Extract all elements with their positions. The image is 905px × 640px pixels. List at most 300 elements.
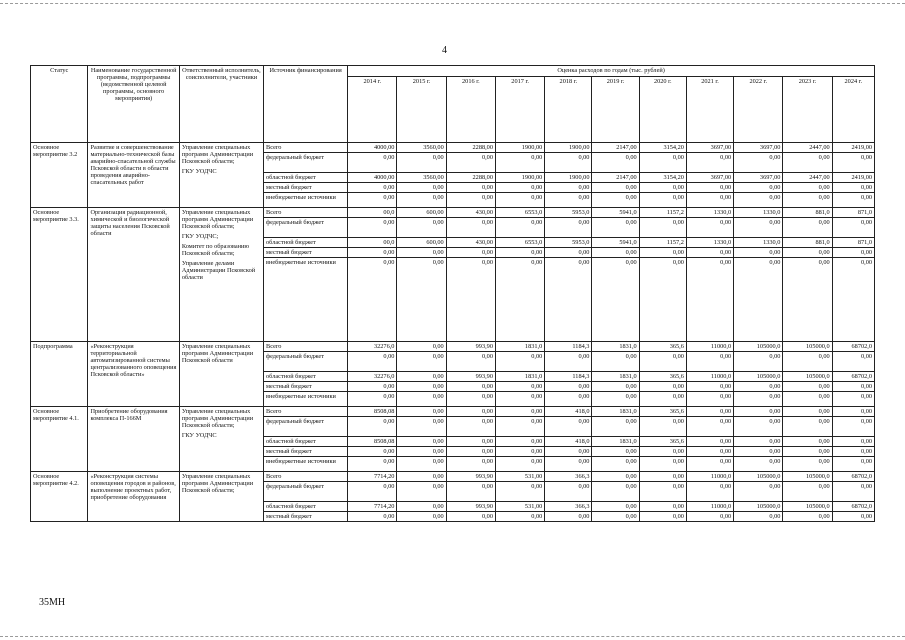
executor-entry: Комитет по образованию Псковской области; [181,242,250,257]
amount-cell: 3560,00 [397,173,446,183]
amount-cell: 993,90 [446,342,495,352]
amount-cell: 1184,3 [545,342,592,352]
funding-source: Всего [264,143,348,153]
funding-source: Всего [264,407,348,417]
amount-cell: 0,00 [639,258,686,342]
amount-cell: 0,00 [686,392,733,407]
amount-cell: 0,00 [446,512,495,522]
amount-cell: 0,00 [592,382,639,392]
amount-cell: 0,00 [832,183,874,193]
amount-cell: 0,00 [639,502,686,512]
amount-cell: 0,00 [832,512,874,522]
amount-cell: 1330,0 [734,208,783,218]
amount-cell: 0,00 [397,457,446,472]
amount-cell: 0,00 [686,417,733,437]
amount-cell: 0,00 [783,153,832,173]
executor-entry: Управление специальных программ Администрации Псковской области [181,342,254,364]
row-executors [179,208,263,342]
row-status: Основное мероприятие 4.2. [31,472,88,522]
amount-cell: 0,00 [397,392,446,407]
amount-cell: 0,00 [348,447,397,457]
amount-cell: 0,00 [734,447,783,457]
amount-cell: 0,00 [545,447,592,457]
amount-cell: 0,00 [446,407,495,417]
amount-cell: 1831,0 [592,437,639,447]
amount-cell: 2147,00 [592,173,639,183]
amount-cell: 7714,20 [348,502,397,512]
amount-cell: 0,00 [832,258,874,342]
amount-cell: 0,00 [592,258,639,342]
amount-cell: 0,00 [783,382,832,392]
amount-cell: 0,00 [639,392,686,407]
funding-source: областной бюджет [264,238,348,248]
funding-source: местный бюджет [264,382,348,392]
amount-cell: 430,00 [446,238,495,248]
row-executors [179,143,263,208]
amount-cell: 0,00 [832,407,874,417]
amount-cell: 871,0 [832,208,874,218]
amount-cell: 0,00 [397,512,446,522]
amount-cell: 00,0 [348,208,397,218]
amount-cell: 0,00 [832,437,874,447]
amount-cell: 4000,00 [348,173,397,183]
amount-cell: 0,00 [348,382,397,392]
amount-cell: 365,6 [639,342,686,352]
funding-source: внебюджетные источники [264,457,348,472]
amount-cell: 3154,20 [639,173,686,183]
amount-cell: 0,00 [783,183,832,193]
funding-source: федеральный бюджет [264,417,348,437]
header-year: 2024 г. [832,77,874,143]
amount-cell: 0,00 [686,258,733,342]
amount-cell: 0,00 [348,352,397,372]
amount-cell: 0,00 [397,407,446,417]
amount-cell: 0,00 [783,437,832,447]
header-executor: Ответственный исполнитель, соисполнители, участники [179,66,263,143]
amount-cell: 2288,00 [446,143,495,153]
amount-cell: 0,00 [397,183,446,193]
amount-cell: 0,00 [686,153,733,173]
amount-cell: 366,3 [545,472,592,482]
amount-cell: 0,00 [545,248,592,258]
table-row [31,208,875,218]
amount-cell: 0,00 [397,153,446,173]
table-header [31,66,875,143]
amount-cell: 0,00 [446,482,495,502]
amount-cell: 0,00 [734,352,783,372]
amount-cell: 0,00 [446,417,495,437]
header-year: 2017 г. [495,77,544,143]
amount-cell: 0,00 [446,457,495,472]
amount-cell: 0,00 [495,258,544,342]
amount-cell: 0,00 [397,417,446,437]
amount-cell: 0,00 [783,447,832,457]
header-name: Наименование государственной программы, подпрограммы (ведомственной целевой программы, основного мероприятия) [88,66,179,143]
amount-cell: 3697,00 [734,173,783,183]
row-status: Основное мероприятие 3.3. [31,208,88,342]
amount-cell: 68702,0 [832,472,874,482]
amount-cell: 1157,2 [639,238,686,248]
amount-cell: 0,00 [686,193,733,208]
amount-cell: 5953,0 [545,238,592,248]
funding-source: федеральный бюджет [264,153,348,173]
amount-cell: 0,00 [397,472,446,482]
amount-cell: 105000,0 [783,502,832,512]
amount-cell: 0,00 [686,482,733,502]
amount-cell: 0,00 [734,417,783,437]
amount-cell: 0,00 [734,248,783,258]
amount-cell: 0,00 [545,392,592,407]
amount-cell: 0,00 [734,392,783,407]
amount-cell: 600,00 [397,208,446,218]
amount-cell: 0,00 [639,417,686,437]
amount-cell: 1157,2 [639,208,686,218]
amount-cell: 0,00 [592,392,639,407]
amount-cell: 0,00 [686,447,733,457]
amount-cell: 871,0 [832,238,874,248]
row-program-name: «Реконструкция территориальной автоматизированной системы централизованного оповещения Псковской области» [88,342,179,407]
header-year: 2023 г. [783,77,832,143]
amount-cell: 1330,0 [686,208,733,218]
executor-entry: Управление специальных программ Администрации Псковской области; [181,208,254,230]
amount-cell: 0,00 [832,153,874,173]
amount-cell: 0,00 [545,382,592,392]
funding-source: областной бюджет [264,437,348,447]
amount-cell: 0,00 [495,512,544,522]
funding-source: местный бюджет [264,512,348,522]
funding-source: Всего [264,472,348,482]
row-executors [179,342,263,407]
amount-cell: 2447,00 [783,143,832,153]
amount-cell: 0,00 [495,183,544,193]
amount-cell: 0,00 [783,457,832,472]
header-year: 2019 г. [592,77,639,143]
amount-cell: 0,00 [348,218,397,238]
amount-cell: 2447,00 [783,173,832,183]
funding-source: федеральный бюджет [264,482,348,502]
amount-cell: 0,00 [686,437,733,447]
funding-source: областной бюджет [264,173,348,183]
funding-source: Всего [264,342,348,352]
amount-cell: 1831,0 [592,342,639,352]
amount-cell: 366,3 [545,502,592,512]
amount-cell: 0,00 [545,457,592,472]
amount-cell: 0,00 [734,183,783,193]
amount-cell: 1330,0 [686,238,733,248]
amount-cell: 0,00 [446,352,495,372]
amount-cell: 0,00 [592,153,639,173]
amount-cell: 0,00 [592,248,639,258]
amount-cell: 1831,0 [592,372,639,382]
amount-cell: 5941,0 [592,208,639,218]
amount-cell: 0,00 [639,447,686,457]
amount-cell: 0,00 [495,417,544,437]
amount-cell: 0,00 [348,258,397,342]
row-executors [179,407,263,472]
row-status: Основное мероприятие 3.2 [31,143,88,208]
amount-cell: 0,00 [639,457,686,472]
amount-cell: 0,00 [495,447,544,457]
amount-cell: 0,00 [397,193,446,208]
amount-cell: 0,00 [832,218,874,238]
amount-cell: 11000,0 [686,342,733,352]
amount-cell: 1900,00 [495,173,544,183]
amount-cell: 0,00 [348,512,397,522]
amount-cell: 0,00 [832,352,874,372]
amount-cell: 0,00 [397,382,446,392]
amount-cell: 0,00 [686,457,733,472]
amount-cell: 0,00 [592,457,639,472]
row-program-name: Организация радиационной, химической и биологической защиты населения Псковской области [88,208,179,342]
executor-entry: ГКУ УОДЧС [181,167,217,175]
amount-cell: 0,00 [545,183,592,193]
amount-cell: 0,00 [832,193,874,208]
amount-cell: 0,00 [348,392,397,407]
amount-cell: 5953,0 [545,208,592,218]
funding-source: внебюджетные источники [264,193,348,208]
header-year: 2021 г. [686,77,733,143]
amount-cell: 1184,3 [545,372,592,382]
bottom-scan-border [0,636,905,637]
amount-cell: 0,00 [639,218,686,238]
amount-cell: 0,00 [783,417,832,437]
amount-cell: 3560,00 [397,143,446,153]
funding-source: местный бюджет [264,447,348,457]
amount-cell: 0,00 [783,512,832,522]
amount-cell: 0,00 [734,258,783,342]
amount-cell: 6553,0 [495,208,544,218]
amount-cell: 0,00 [783,258,832,342]
amount-cell: 0,00 [397,248,446,258]
amount-cell: 105000,0 [734,372,783,382]
amount-cell: 0,00 [545,218,592,238]
amount-cell: 1900,00 [545,173,592,183]
amount-cell: 0,00 [783,392,832,407]
amount-cell: 0,00 [397,372,446,382]
amount-cell: 7714,20 [348,472,397,482]
amount-cell: 11000,0 [686,372,733,382]
amount-cell: 365,6 [639,407,686,417]
amount-cell: 0,00 [495,218,544,238]
amount-cell: 0,00 [592,482,639,502]
funding-source: внебюджетные источники [264,258,348,342]
amount-cell: 0,00 [397,482,446,502]
amount-cell: 418,0 [545,437,592,447]
amount-cell: 0,00 [397,342,446,352]
amount-cell: 0,00 [545,193,592,208]
funding-source: местный бюджет [264,183,348,193]
amount-cell: 365,6 [639,437,686,447]
amount-cell: 0,00 [832,417,874,437]
executor-entry: Управление специальных программ Администрации Псковской области; [181,472,254,494]
amount-cell: 993,90 [446,472,495,482]
amount-cell: 0,00 [446,248,495,258]
amount-cell: 0,00 [832,447,874,457]
amount-cell: 105000,0 [734,502,783,512]
amount-cell: 0,00 [639,382,686,392]
amount-cell: 3697,00 [686,173,733,183]
amount-cell: 0,00 [446,392,495,407]
amount-cell: 0,00 [783,352,832,372]
amount-cell: 32276,0 [348,372,397,382]
amount-cell: 0,00 [832,248,874,258]
amount-cell: 0,00 [734,382,783,392]
header-year: 2018 г. [545,77,592,143]
amount-cell: 993,90 [446,502,495,512]
header-year: 2014 г. [348,77,397,143]
amount-cell: 0,00 [592,218,639,238]
amount-cell: 0,00 [545,153,592,173]
funding-source: местный бюджет [264,248,348,258]
amount-cell: 0,00 [446,437,495,447]
amount-cell: 8508,08 [348,407,397,417]
amount-cell: 2419,00 [832,173,874,183]
amount-cell: 0,00 [446,258,495,342]
row-status: Подпрограмма [31,342,88,407]
amount-cell: 0,00 [686,218,733,238]
amount-cell: 0,00 [686,382,733,392]
amount-cell: 0,00 [446,382,495,392]
row-program-name: «Реконструкция системы оповещения городов и районов, выполнение проектных работ, приобретение оборудования [88,472,179,522]
amount-cell: 0,00 [495,482,544,502]
amount-cell: 0,00 [734,153,783,173]
table-row [31,472,875,482]
amount-cell: 0,00 [446,447,495,457]
header-estimate: Оценка расходов по годам (тыс. рублей) [348,66,875,77]
amount-cell: 1900,00 [545,143,592,153]
header-year: 2022 г. [734,77,783,143]
funding-source: внебюджетные источники [264,392,348,407]
amount-cell: 0,00 [734,457,783,472]
amount-cell: 3697,00 [686,143,733,153]
amount-cell: 1831,0 [495,342,544,352]
amount-cell: 1900,00 [495,143,544,153]
amount-cell: 0,00 [592,193,639,208]
amount-cell: 0,00 [545,512,592,522]
amount-cell: 0,00 [639,352,686,372]
amount-cell: 365,6 [639,372,686,382]
amount-cell: 0,00 [686,352,733,372]
amount-cell: 0,00 [639,183,686,193]
amount-cell: 0,00 [639,482,686,502]
amount-cell: 0,00 [495,193,544,208]
header-year: 2016 г. [446,77,495,143]
amount-cell: 0,00 [734,193,783,208]
amount-cell: 0,00 [397,502,446,512]
amount-cell: 1330,0 [734,238,783,248]
footer-code: 35МН [39,597,66,608]
amount-cell: 0,00 [397,437,446,447]
amount-cell: 0,00 [348,417,397,437]
amount-cell: 0,00 [686,183,733,193]
amount-cell: 1831,0 [592,407,639,417]
row-executors [179,472,263,522]
amount-cell: 0,00 [348,193,397,208]
amount-cell: 2288,00 [446,173,495,183]
header-year: 2015 г. [397,77,446,143]
amount-cell: 1831,0 [495,372,544,382]
amount-cell: 0,00 [686,512,733,522]
amount-cell: 0,00 [592,417,639,437]
amount-cell: 0,00 [592,512,639,522]
amount-cell: 881,0 [783,208,832,218]
amount-cell: 0,00 [734,218,783,238]
amount-cell: 5941,0 [592,238,639,248]
amount-cell: 600,00 [397,238,446,248]
amount-cell: 0,00 [832,482,874,502]
amount-cell: 430,00 [446,208,495,218]
header-year: 2020 г. [639,77,686,143]
amount-cell: 68702,0 [832,372,874,382]
amount-cell: 0,00 [495,352,544,372]
executor-entry: ГКУ УОДЧС [181,431,217,439]
amount-cell: 0,00 [495,153,544,173]
amount-cell: 0,00 [397,258,446,342]
amount-cell: 0,00 [446,193,495,208]
amount-cell: 993,90 [446,372,495,382]
amount-cell: 0,00 [397,352,446,372]
amount-cell: 0,00 [348,482,397,502]
amount-cell: 0,00 [545,352,592,372]
amount-cell: 0,00 [348,153,397,173]
amount-cell: 0,00 [495,437,544,447]
amount-cell: 105000,0 [783,472,832,482]
row-status: Основное мероприятие 4.1. [31,407,88,472]
amount-cell: 0,00 [734,482,783,502]
amount-cell: 0,00 [783,248,832,258]
amount-cell: 0,00 [446,153,495,173]
executor-entry: Управление специальных программ Администрации Псковской области; [181,143,254,165]
amount-cell: 0,00 [639,472,686,482]
amount-cell: 6553,0 [495,238,544,248]
amount-cell: 0,00 [545,482,592,502]
amount-cell: 11000,0 [686,502,733,512]
amount-cell: 00,0 [348,238,397,248]
amount-cell: 0,00 [348,248,397,258]
amount-cell: 0,00 [783,218,832,238]
amount-cell: 0,00 [639,193,686,208]
amount-cell: 11000,0 [686,472,733,482]
amount-cell: 105000,0 [734,342,783,352]
amount-cell: 0,00 [639,512,686,522]
amount-cell: 32276,0 [348,342,397,352]
expenditure-table [30,65,875,522]
amount-cell: 0,00 [592,447,639,457]
amount-cell: 0,00 [686,407,733,417]
amount-cell: 531,00 [495,472,544,482]
amount-cell: 0,00 [495,407,544,417]
row-program-name: Приобретение оборудования комплекса П-166М [88,407,179,472]
amount-cell: 2147,00 [592,143,639,153]
funding-source: областной бюджет [264,502,348,512]
funding-source: областной бюджет [264,372,348,382]
amount-cell: 0,00 [495,382,544,392]
amount-cell: 881,0 [783,238,832,248]
amount-cell: 531,00 [495,502,544,512]
amount-cell: 0,00 [592,352,639,372]
amount-cell: 3697,00 [734,143,783,153]
amount-cell: 0,00 [832,457,874,472]
amount-cell: 0,00 [495,392,544,407]
amount-cell: 0,00 [446,218,495,238]
funding-source: федеральный бюджет [264,218,348,238]
table-row [31,143,875,153]
amount-cell: 0,00 [348,183,397,193]
amount-cell: 105000,0 [783,342,832,352]
amount-cell: 0,00 [397,218,446,238]
amount-cell: 0,00 [832,382,874,392]
amount-cell: 0,00 [734,512,783,522]
